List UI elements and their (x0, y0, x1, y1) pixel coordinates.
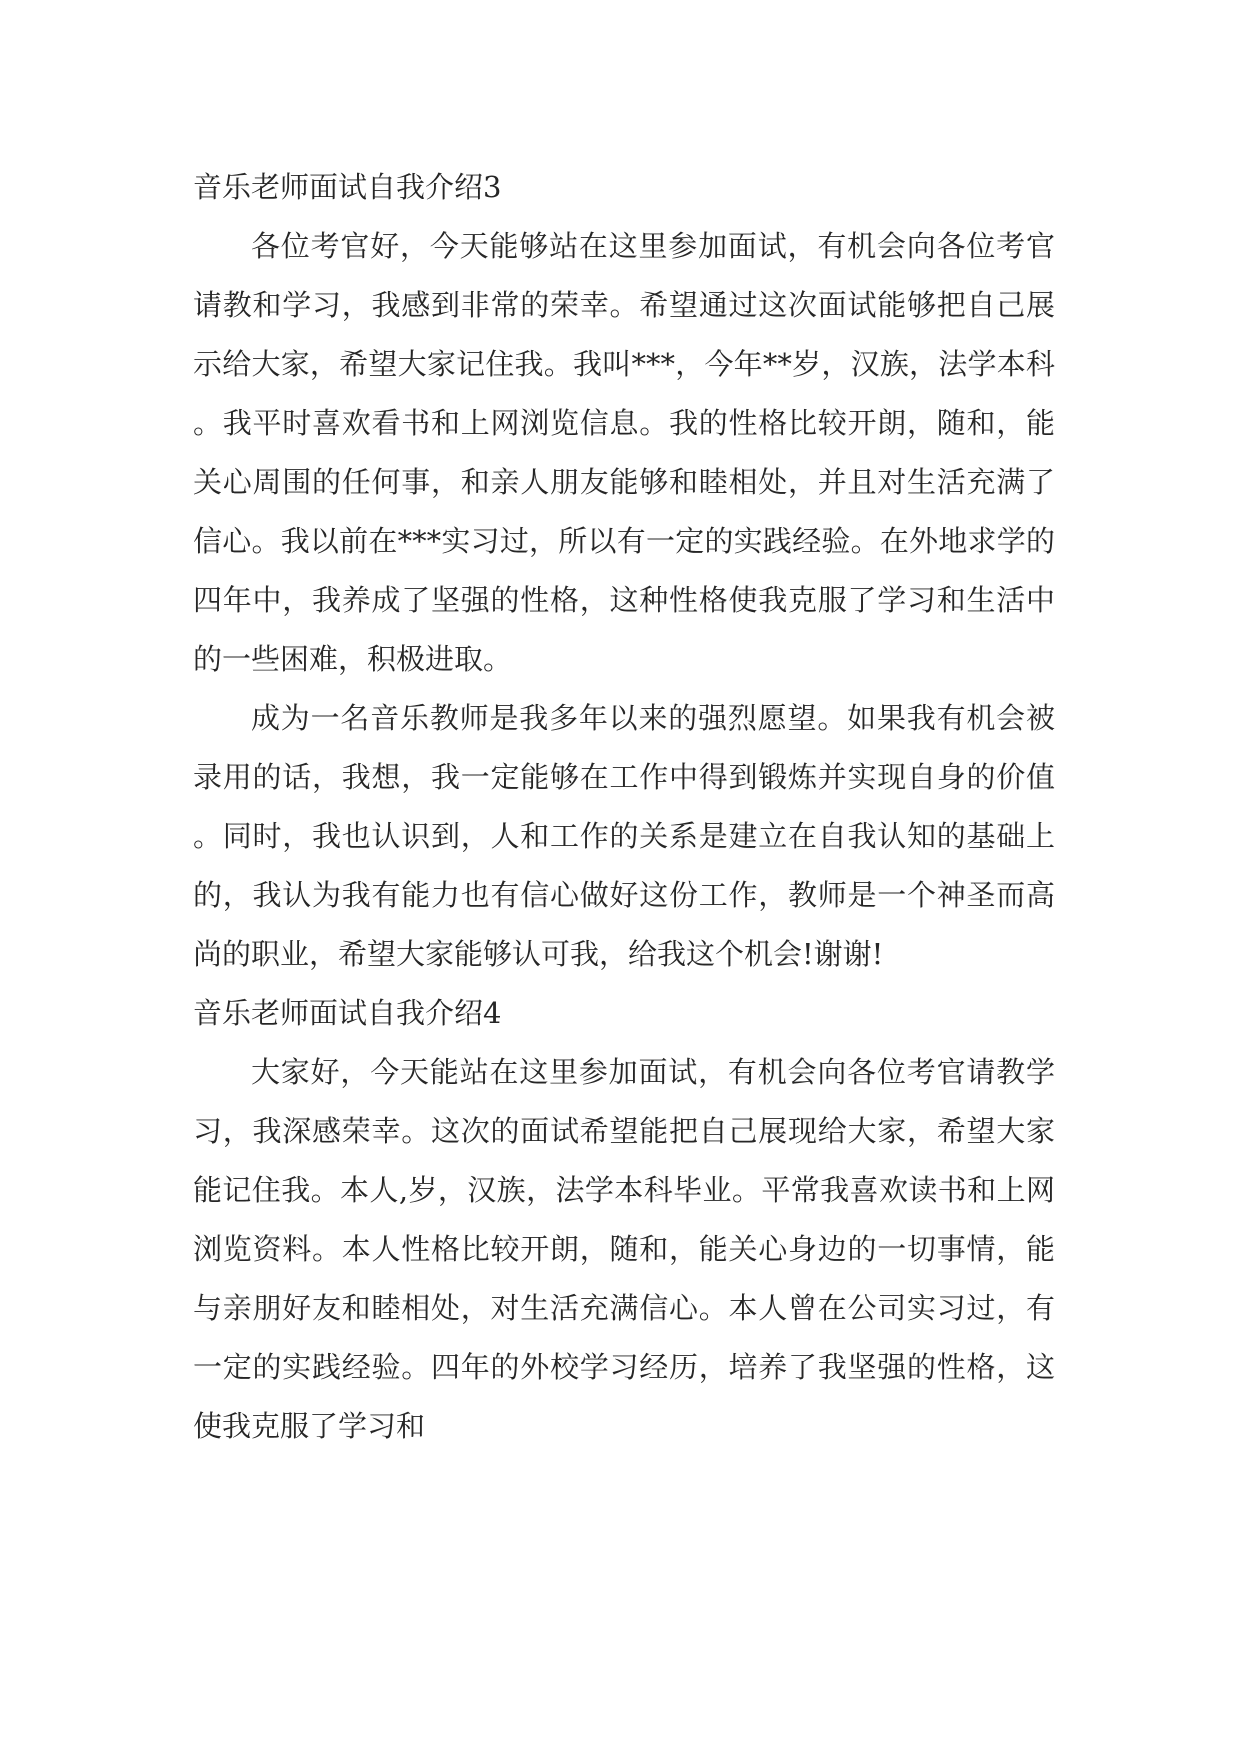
body-paragraph: 成为一名音乐教师是我多年以来的强烈愿望。如果我有机会被录用的话，我想，我一定能够在工作中得到锻炼并实现自身的价值。同时，我也认识到，人和工作的关系是建立在自我认知的基础上的，我认为我有能力也有信心做好这份工作，教师是一个神圣而高尚的职业，希望大家能够认可我，给我这个机会!谢谢! (193, 701, 1055, 971)
body-paragraph: 各位考官好，今天能够站在这里参加面试，有机会向各位考官请教和学习，我感到非常的荣幸。希望通过这次面试能够把自己展示给大家，希望大家记住我。我叫***，今年**岁，汉族，法学本科。我平时喜欢看书和上网浏览信息。我的性格比较开朗，随和，能关心周围的任何事，和亲人朋友能够和睦相处，并且对生活充满了信心。我以前在***实习过，所以有一定的实践经验。在外地求学的四年中，我养成了坚强的性格，这种性格使我克服了学习和生活中的一些困难，积极进取。 (193, 229, 1055, 676)
document-body (193, 158, 1055, 1456)
section-heading: 音乐老师面试自我介绍3 (193, 170, 502, 204)
body-paragraph: 大家好，今天能站在这里参加面试，有机会向各位考官请教学习，我深感荣幸。这次的面试希望能把自己展现给大家，希望大家能记住我。本人,岁，汉族，法学本科毕业。平常我喜欢读书和上网浏览资料。本人性格比较开朗，随和，能关心身边的一切事情，能与亲朋好友和睦相处，对生活充满信心。本人曾在公司实习过，有一定的实践经验。四年的外校学习经历，培养了我坚强的性格，这使我克服了学习和 (193, 1055, 1055, 1443)
section-intro-3 (193, 158, 1055, 984)
section-intro-4 (193, 984, 1055, 1456)
section-heading: 音乐老师面试自我介绍4 (193, 996, 502, 1030)
